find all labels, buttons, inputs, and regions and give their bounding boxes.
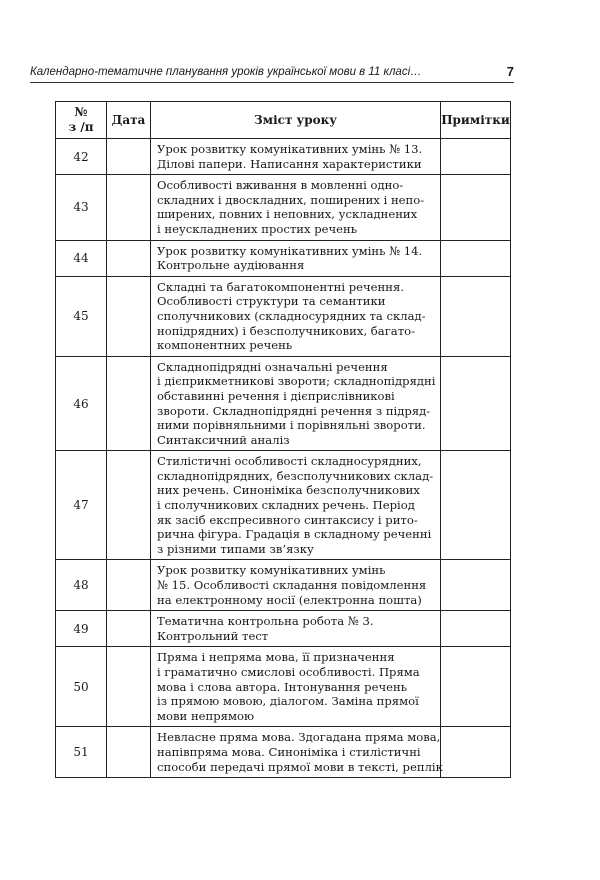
table-row — [56, 560, 511, 611]
lesson-notes-cell — [441, 727, 511, 778]
lesson-content-line: мова і слова автора. Інтонування речень — [157, 679, 408, 694]
lesson-number: 50 — [56, 647, 107, 727]
table-row — [56, 139, 511, 175]
lesson-content-line: обставинні речення і дієприслівникові — [157, 388, 395, 403]
lesson-content — [151, 356, 441, 451]
lesson-notes-cell — [441, 451, 511, 560]
page-number: 7 — [506, 64, 514, 79]
lesson-content — [151, 560, 441, 611]
lesson-content-line: компонентних речень — [157, 338, 293, 353]
lesson-number: 46 — [56, 356, 107, 451]
lesson-content-line: Складнопідрядні означальні речення — [157, 359, 388, 374]
lesson-plan-table — [55, 101, 511, 778]
lesson-content-line: звороти. Складнопідрядні речення з підряд- — [157, 403, 431, 418]
lesson-content-line: із прямою мовою, діалогом. Заміна прямої — [157, 694, 419, 709]
lesson-content — [151, 240, 441, 276]
lesson-number: 49 — [56, 611, 107, 647]
lesson-notes-cell — [441, 611, 511, 647]
table-row — [56, 727, 511, 778]
table-row — [56, 240, 511, 276]
lesson-content-line: Тематична контрольна робота № 3. — [157, 614, 374, 629]
lesson-content-line: Урок розвитку комунікативних умінь — [157, 563, 386, 578]
lesson-content-line: з різними типами зв’язку — [157, 541, 314, 556]
lesson-content — [151, 175, 441, 240]
lesson-content-line: Контрольний тест — [157, 628, 269, 643]
column-header-number-symbol: № — [74, 105, 88, 119]
lesson-content-line: ними порівняльними і порівняльні звороти. — [157, 418, 426, 433]
column-header-number-label: з /п — [68, 120, 94, 134]
table-row — [56, 611, 511, 647]
lesson-date-cell — [107, 647, 151, 727]
lesson-date-cell — [107, 276, 151, 356]
lesson-notes-cell — [441, 175, 511, 240]
lesson-date-cell — [107, 451, 151, 560]
lesson-date-cell — [107, 240, 151, 276]
lesson-date-cell — [107, 560, 151, 611]
lesson-date-cell — [107, 727, 151, 778]
lesson-number: 47 — [56, 451, 107, 560]
lesson-content-line: Стилістичні особливості складносурядних, — [157, 454, 422, 469]
lesson-number: 51 — [56, 727, 107, 778]
lesson-content — [151, 276, 441, 356]
lesson-content-line: Контрольне аудіювання — [157, 258, 305, 273]
lesson-content-line: і дієприкметникові звороти; складнопідрядні — [157, 374, 436, 389]
column-header-notes: Примітки — [441, 102, 511, 139]
table-row — [56, 175, 511, 240]
lesson-content — [151, 727, 441, 778]
table-header-row — [56, 102, 511, 139]
lesson-notes-cell — [441, 240, 511, 276]
table-row — [56, 356, 511, 451]
lesson-content-line: і граматично смислові особливості. Пряма — [157, 665, 420, 679]
lesson-content-line: Урок розвитку комунікативних умінь № 13. — [157, 142, 423, 156]
lesson-content-line: рична фігура. Градація в складному реченні — [157, 527, 432, 542]
column-header-date: Дата — [107, 102, 151, 139]
lesson-content-line: Ділові папери. Написання характеристики — [157, 156, 422, 171]
lesson-content-line: Урок розвитку комунікативних умінь № 14. — [157, 243, 423, 258]
lesson-notes-cell — [441, 647, 511, 727]
column-header-number — [56, 102, 107, 139]
lesson-number: 44 — [56, 240, 107, 276]
lesson-content-line: як засіб експресивного синтаксису і рито- — [157, 512, 418, 527]
lesson-content-line: них речень. Синоніміка безсполучникових — [157, 483, 420, 498]
lesson-content-line: Особливості структури та семантики — [157, 294, 386, 309]
lesson-content-line: сполучникових (складносурядних та склад- — [157, 308, 426, 323]
lesson-content-line: мови непрямою — [157, 708, 255, 723]
lesson-content-line: № 15. Особливості складання повідомлення — [157, 578, 427, 593]
header-title: Календарно-тематичне планування уроків української мови в 11 класі… — [30, 66, 422, 78]
lesson-content-line: складнопідрядних, безсполучникових склад- — [157, 468, 434, 483]
lesson-content-line: способи передачі прямої мови в тексті, реплік — [157, 759, 443, 774]
lesson-content-line: нопідрядних) і безсполучникових, багато- — [157, 323, 416, 338]
lesson-date-cell — [107, 175, 151, 240]
lesson-number: 43 — [56, 175, 107, 240]
lesson-notes-cell — [441, 139, 511, 175]
lesson-notes-cell — [441, 276, 511, 356]
lesson-content-line: Особливості вживання в мовленні одно- — [157, 178, 404, 193]
lesson-number: 45 — [56, 276, 107, 356]
lesson-content-line: Пряма і непряма мова, її призначення — [157, 650, 395, 665]
lesson-notes-cell — [441, 560, 511, 611]
lesson-content — [151, 451, 441, 560]
lesson-content — [151, 139, 441, 175]
lesson-date-cell — [107, 139, 151, 175]
lesson-content-line: Синтаксичний аналіз — [157, 432, 290, 447]
lesson-date-cell — [107, 356, 151, 451]
lesson-content-line: і неускладнених простих речень — [157, 221, 358, 236]
lesson-content-line: Складні та багатокомпонентні речення. — [157, 279, 405, 294]
table-row — [56, 451, 511, 560]
table-row — [56, 647, 511, 727]
lesson-notes-cell — [441, 356, 511, 451]
table-row — [56, 276, 511, 356]
lesson-date-cell — [107, 611, 151, 647]
lesson-content-line: складних і двоскладних, поширених і непо- — [157, 192, 425, 207]
lesson-content-line: Невласне пряма мова. Здогадана пряма мова, — [157, 730, 441, 745]
lesson-content — [151, 611, 441, 647]
lesson-content — [151, 647, 441, 727]
lesson-content-line: ширених, повних і неповних, ускладнених — [157, 207, 418, 222]
lesson-number: 42 — [56, 139, 107, 175]
lesson-number: 48 — [56, 560, 107, 611]
running-header — [30, 62, 514, 83]
lesson-content-line: на електронному носії (електронна пошта) — [157, 592, 422, 607]
lesson-content-line: і сполучникових складних речень. Період — [157, 498, 415, 513]
column-header-content: Зміст уроку — [151, 102, 441, 139]
lesson-content-line: напівпряма мова. Синоніміка і стилістичні — [157, 744, 421, 759]
